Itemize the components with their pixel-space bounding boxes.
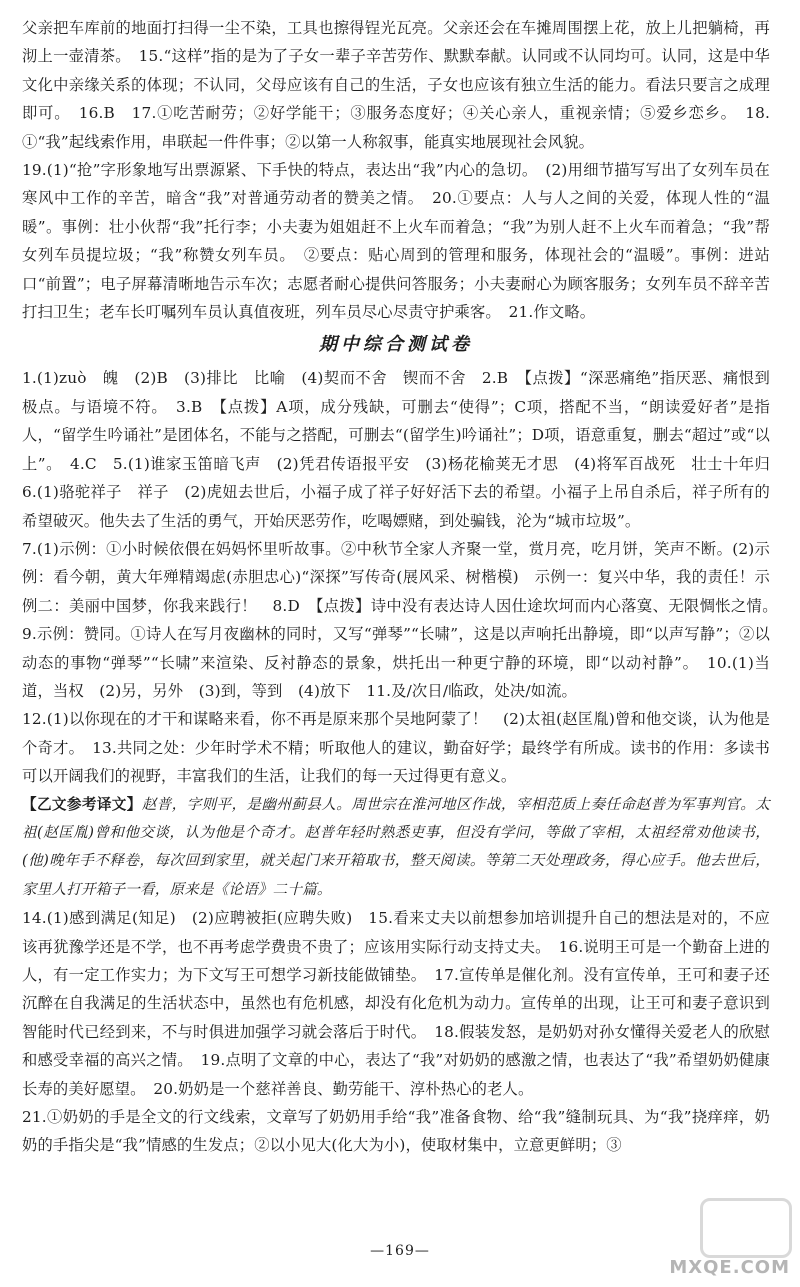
paragraph: 1.(1)zuò 魄 (2)B (3)排比 比喻 (4)契而不舍 锲而不舍 2.B 【点拨】“深恶痛绝”指厌恶、痛恨到极点。与语境不符。 3.B 【点拨】A项，成分残缺，可删去“使得”；C项，搭配不当，“朗读爱好者”是指人，“留学生吟诵社”是团体名，不能与之搭配，可删去“(留学生)吟诵社”；D项，语意重复，删去“超过”或“以上”。 4.C 5.(1)谁家玉笛暗飞声 (2)凭君传语报平安 (3)杨花榆荚无才思 (4)将军百战死 壮士十年归 6.(1)骆驼祥子 祥子 (2)虎妞去世后，小福子成了祥子好好活下去的希望。小福子上吊自杀后，祥子所有的希望破灭。他失去了生活的勇气，开始厌恶劳作，吃喝嫖赌，到处骗钱，沦为“城市垃圾”。 xyxy=(22,369,786,530)
translation-tag: 【乙文参考译文】 xyxy=(22,795,142,813)
answers-midterm xyxy=(22,364,786,790)
paragraph: 19.(1)“抢”字形象地写出票源紧、下手快的特点，表达出“我”内心的急切。 (2)用细节描写写出了女列车员在寒风中工作的辛苦，暗含“我”对普通劳动者的赞美之情。 20.①要点：人与人之间的关爱，体现人性的“温暖”。事例：壮小伙帮“我”托行李；小夫妻为姐姐赶不上火车而着急；“我”为别人赶不上火车而着急；“我”帮女列车员提垃圾；“我”称赞女列车员。 ②要点：贴心周到的管理和服务，体现社会的“温暖”。事例：进站口“前置”；电子屏幕清晰地告示车次；志愿者耐心提供问答服务；小夫妻耐心为顾客服务；女列车员不辞辛苦打扫卫生；老车长叮嘱列车员认真值夜班，列车员尽心尽责守护乘客。 21.作文略。 xyxy=(22,161,770,322)
paragraph: 14.(1)感到满足(知足) (2)应聘被拒(应聘失败) 15.看来丈夫以前想参加培训提升自己的想法是对的，不应该再犹豫学还是不学，也不再考虑学费贵不贵了；应该用实际行动支持丈夫。 16.说明王可是一个勤奋上进的人，有一定工作实力；为下文写王可想学习新技能做铺垫。 17.宣传单是催化剂。没有宣传单，王可和妻子还沉醉在自我满足的生活状态中，虽然也有危机感，却没有化危机为动力。宣传单的出现，让王可和妻子意识到智能时代已经到来，不与时俱进加强学习就会落后于时代。 18.假装发怒，是奶奶对孙女懂得关爱老人的欣慰和感受幸福的高兴之情。 19.点明了文章的中心，表达了“我”对奶奶的感激之情，也表达了“我”希望奶奶健康长寿的美好愿望。 20.奶奶是一个慈祥善良、勤劳能干、淳朴热心的老人。 xyxy=(22,909,770,1098)
watermark-text: MXQE.COM xyxy=(669,1257,790,1278)
paragraph: 21.①奶奶的手是全文的行文线索，文章写了奶奶用手给“我”准备食物、给“我”缝制玩具、为“我”挠痒痒，奶奶的手指尖是“我”情感的生发点；②以小见大(化大为小)，使取材集中，立意更鲜明；③ xyxy=(22,1108,770,1155)
paragraph: 12.(1)以你现在的才干和谋略来看，你不再是原来那个吴地阿蒙了！ (2)太祖(赵匡胤)曾和他交谈，认为他是个奇才。 13.共同之处：少年时学术不精；听取他人的建议，勤奋好学；最终学有所成。读书的作用：多读书可以开阔我们的视野，丰富我们的生活，让我们的每一天过得更有意义。 xyxy=(22,710,770,786)
watermark-logo-icon xyxy=(700,1198,792,1258)
translation-text: 赵普，字则平，是幽州蓟县人。周世宗在淮河地区作战，宰相范质上奏任命赵普为军事判官。太祖(赵匡胤)曾和他交谈，认为他是个奇才。赵普年轻时熟悉吏事，但没有学问，等做了宰相，太祖经常劝他读书，(他)晚年手不释卷，每次回到家里，就关起门来开箱取书，整天阅读。等第二天处理政务，得心应手。他去世后，家里人打开箱子一看，原来是《论语》二十篇。 xyxy=(22,795,770,898)
page-number: —169— xyxy=(370,1243,430,1259)
answers-bottom xyxy=(22,904,770,1160)
paragraph: 7.(1)示例：①小时候依偎在妈妈怀里听故事。②中秋节全家人齐聚一堂，赏月亮，吃月饼，笑声不断。(2)示例：看今朝，黄大年殚精竭虑(赤胆忠心)“深探”写传奇(展风采、树楷模) 示例一：复兴中华，我的责任！示例二：美丽中国梦，你我来践行！ 8.D 【点拨】诗中没有表达诗人因仕途坎坷而内心落寞、无限惆怅之情。 9.示例：赞同。①诗人在写月夜幽林的同时，又写“弹琴”“长啸”，这是以声响托出静境，即“以声写静”；②以动态的事物“弹琴”“长啸”来渲染、反衬静态的景象，烘托出一种更宁静的环境，即“以动衬静”。 10.(1)当道，当权 (2)另，另外 (3)到，等到 (4)放下 11.及/次日/临政，处决/如流。 xyxy=(22,539,786,700)
section-title: 期中综合测试卷 xyxy=(319,334,473,356)
translation-paragraph xyxy=(22,791,770,905)
watermark xyxy=(662,1198,792,1280)
answers-top xyxy=(22,14,770,326)
paragraph: 父亲把车库前的地面打扫得一尘不染，工具也擦得锃光瓦亮。父亲还会在车摊周围摆上花，放上儿把躺椅，再沏上一壶清茶。 15.“这样”指的是为了子女一辈子辛苦劳作、默默奉献。认同或不认同均可。认同，这是中华文化中亲缘关系的体现；不认同，父母应该有自己的生活，子女也应该有独立生活的能力。看法只要言之成理即可。 16.B 17.①吃苦耐劳；②好学能干；③服务态度好；④关心亲人，重视亲情；⑤爱乡恋乡。 18.①“我”起线索作用，串联起一件件事；②以第一人称叙事，能真实地展现社会风貌。 xyxy=(22,19,770,151)
